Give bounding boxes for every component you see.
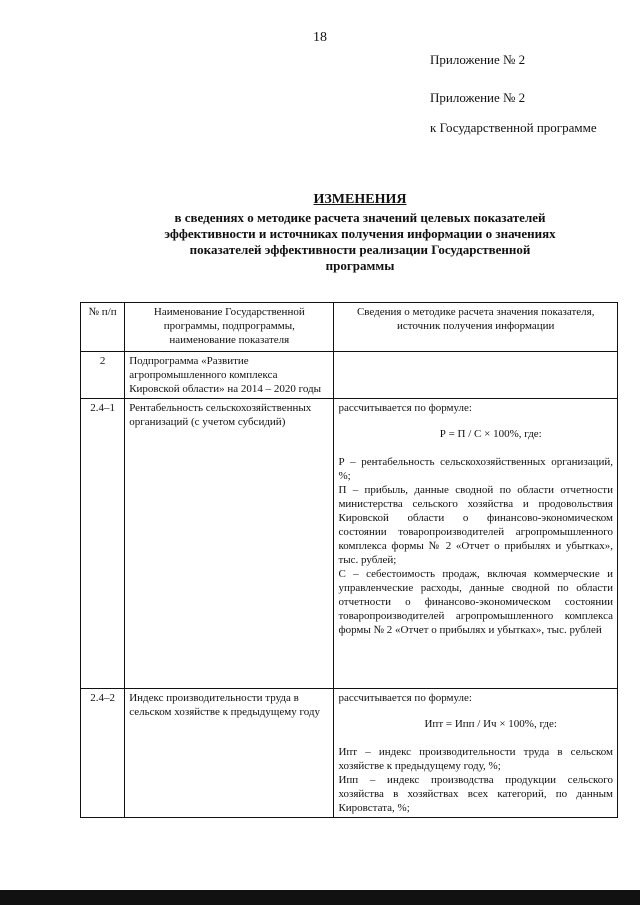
appendix-line-1: Приложение № 2 (430, 52, 526, 67)
row3-formula: Р = П / С × 100%, где: (439, 428, 542, 440)
header-num: № п/п (81, 303, 125, 352)
row4-name: Индекс производительности труда в сельском хозяйстве к предыдущему году (125, 689, 334, 818)
row3-p1: Р – рентабельность сельскохозяйственных организаций, %; (338, 456, 613, 482)
appendix-line-2: Приложение № 2 (430, 90, 526, 105)
row3-num: 2.4–1 (81, 399, 125, 689)
scan-bottom-border (0, 890, 640, 905)
row4-num: 2.4–2 (81, 689, 125, 818)
row4-p1: Ипт – индекс производительности труда в сельском хозяйстве к предыдущему году, %; (338, 746, 613, 772)
row4-info (334, 689, 618, 818)
row4-formula: Ипт = Ипп / Ич × 100%, где: (424, 718, 557, 730)
row3-p3: С – себестоимость продаж, включая коммерческие и управленческие расходы, данные сводной по области отчетности о финансово-экономическом состоянии товаропроизводителей агропромышленного комплекса формы № 2 «Отчет о прибылях и убытках», тыс. рублей (338, 568, 613, 636)
page-number: 18 (313, 30, 327, 45)
indicators-table (80, 302, 618, 818)
title-heading: ИЗМЕНЕНИЯ (313, 192, 407, 207)
table-row (81, 399, 618, 689)
row4-p2: Ипп – индекс производства продукции сельского хозяйства в хозяйствах всех категорий, по данным Кировстата, %; (338, 774, 613, 814)
table-row (81, 689, 618, 818)
row2-name: Подпрограмма «Развитие агропромышленного комплекса Кировской области» на 2014 – 2020 годы (125, 352, 334, 399)
table-header-row (81, 303, 618, 352)
row2-num: 2 (81, 352, 125, 399)
header-name: Наименование Государственной программы, подпрограммы, наименование показателя (125, 303, 334, 352)
document-title (110, 192, 610, 274)
row3-p2: П – прибыль, данные сводной по области отчетности министерства сельского хозяйства и продовольствия Кировской области о финансово-экономическом состоянии товаропроизводителей агропромышленного комплекса формы № 2 «Отчет о прибылях и убытках», тыс. рублей; (338, 484, 613, 566)
row3-name: Рентабельность сельскохозяйственных организаций (с учетом субсидий) (125, 399, 334, 689)
header-info: Сведения о методике расчета значения показателя, источник получения информации (334, 303, 618, 352)
row3-info (334, 399, 618, 689)
appendix-line-3: к Государственной программе (430, 120, 597, 135)
row2-info (334, 352, 618, 399)
row4-calc: рассчитывается по формуле: (338, 692, 472, 704)
row3-calc: рассчитывается по формуле: (338, 402, 472, 414)
title-subtitle: в сведениях о методике расчета значений целевых показателей эффективности и источниках получения информации о значениях показателей эффективности реализации Государственной программы (164, 210, 556, 273)
table-row (81, 352, 618, 399)
